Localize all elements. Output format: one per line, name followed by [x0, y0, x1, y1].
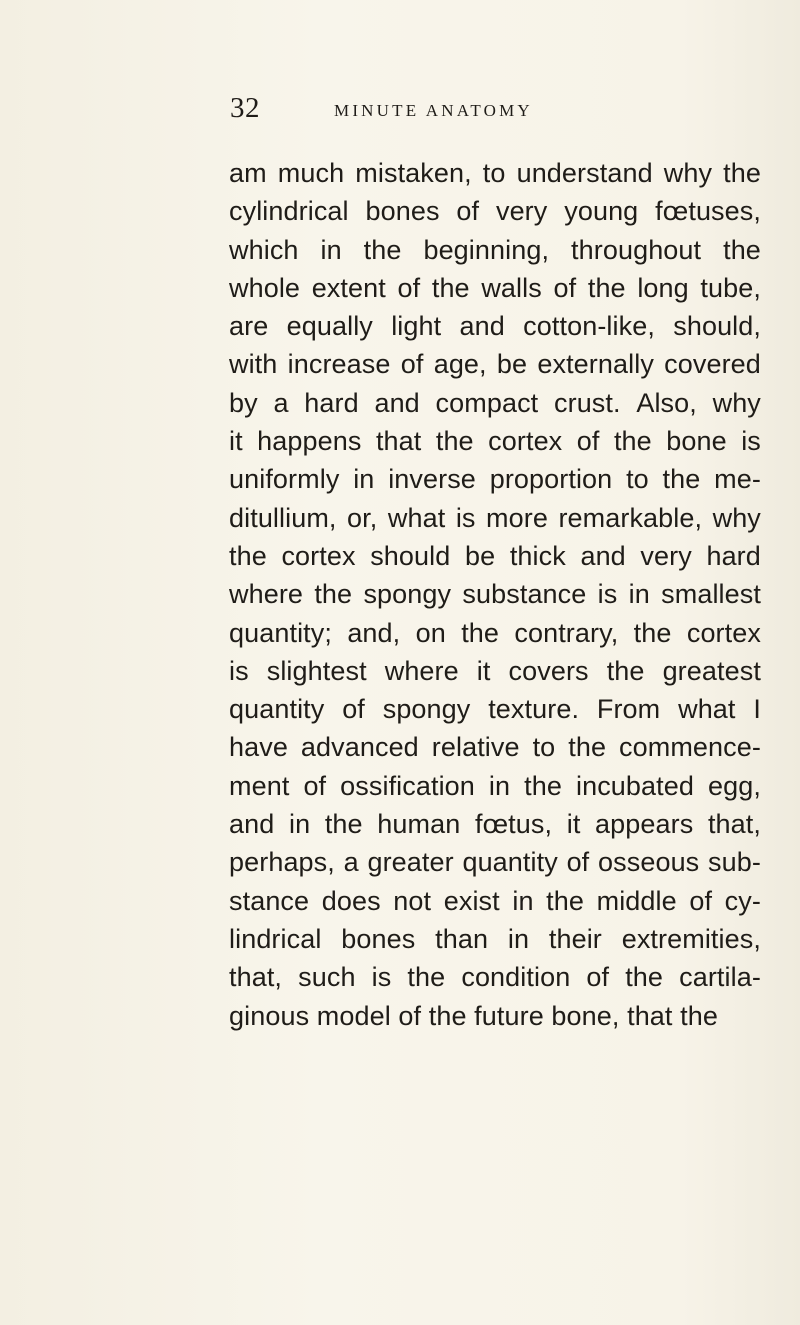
word: osseous: [598, 847, 700, 878]
text-line: [229, 347, 761, 385]
word: increase: [287, 349, 391, 380]
word: I: [753, 694, 761, 725]
word: are: [229, 311, 269, 342]
word: is: [371, 962, 392, 993]
word: equally: [286, 311, 373, 342]
word: bone: [666, 426, 727, 457]
word: the: [587, 272, 626, 303]
word: should: [370, 540, 451, 571]
word: cotton-like,: [523, 311, 655, 342]
page-number: 32: [230, 92, 260, 124]
text-line: [229, 156, 761, 194]
word: than: [435, 923, 489, 954]
word: quantity: [462, 847, 558, 878]
word: the: [435, 426, 474, 457]
word: proportion: [489, 464, 613, 495]
word: what: [387, 502, 446, 533]
word: quantity: [229, 694, 325, 725]
word: cortex: [488, 426, 563, 457]
word: perhaps,: [229, 847, 335, 878]
word: the: [524, 770, 562, 801]
word: me-: [714, 464, 761, 495]
text-line: [229, 424, 761, 462]
word: the: [723, 234, 761, 265]
word: light: [391, 311, 442, 342]
word: and: [459, 311, 505, 342]
word: the: [461, 617, 500, 648]
word: of: [398, 1000, 429, 1031]
word: and: [374, 387, 420, 418]
word: future: [474, 1000, 552, 1031]
word: the: [428, 1000, 475, 1031]
word: of: [400, 349, 424, 380]
text-line: [229, 692, 761, 730]
word: commence-: [619, 732, 761, 763]
text-line: [229, 194, 761, 232]
word: and: [229, 809, 275, 840]
word: thick: [509, 540, 566, 571]
word: extent: [311, 272, 386, 303]
word: compact: [435, 387, 539, 418]
word: much: [277, 158, 345, 188]
word: is: [741, 426, 761, 457]
word: in: [320, 234, 342, 265]
word: age,: [433, 349, 487, 380]
word: ossification: [340, 770, 475, 801]
word: does: [321, 885, 381, 916]
text-line: [229, 309, 761, 347]
word: model: [316, 1000, 399, 1031]
text-line: [229, 845, 761, 883]
word: of: [342, 694, 365, 725]
word: incubated: [575, 770, 694, 801]
word: of: [553, 272, 577, 303]
text-line: [229, 271, 761, 309]
word: bones: [341, 923, 416, 954]
word: that,: [229, 962, 283, 993]
word: is: [597, 579, 618, 610]
word: extremities,: [621, 923, 761, 954]
word: lindrical: [229, 923, 322, 954]
word: and,: [347, 617, 401, 648]
word: smallest: [661, 579, 761, 610]
word: is: [455, 502, 476, 533]
word: externally: [537, 349, 654, 380]
word: to: [482, 158, 506, 188]
word: greatest: [662, 655, 761, 686]
text-line: [229, 769, 761, 807]
word: bones: [365, 196, 440, 227]
word: sub-: [708, 847, 761, 878]
text-line: [229, 654, 761, 692]
word: crust.: [554, 387, 621, 418]
word: in: [288, 809, 311, 840]
word: the: [662, 464, 701, 495]
word: where: [229, 579, 304, 610]
word: tube,: [700, 272, 761, 303]
word: to: [626, 464, 649, 495]
word: be: [496, 349, 528, 380]
word: is: [229, 655, 249, 686]
word: very: [640, 540, 692, 571]
text-line: [229, 462, 761, 500]
word: of: [689, 885, 713, 916]
word: in: [512, 885, 534, 916]
word: have: [229, 732, 288, 763]
word: why: [712, 387, 761, 418]
word: what: [678, 694, 736, 725]
word: of: [576, 426, 600, 457]
word: or,: [347, 502, 378, 533]
word: of: [566, 847, 590, 878]
text-line: [229, 807, 761, 845]
word: fœtus,: [474, 809, 553, 840]
word: cy-: [724, 885, 761, 916]
word: beginning,: [423, 234, 550, 265]
word: walls: [481, 272, 542, 303]
word: appears: [595, 809, 694, 840]
word: exist: [443, 885, 500, 916]
word: the: [625, 962, 664, 993]
word: fœtuses,: [655, 196, 761, 227]
word: advanced: [300, 732, 419, 763]
word: it: [566, 809, 581, 840]
word: hard: [304, 387, 359, 418]
word: of: [397, 272, 421, 303]
word: of: [456, 196, 480, 227]
word: covered: [664, 349, 761, 380]
word: cortex: [686, 617, 761, 648]
word: spongy: [363, 579, 452, 610]
word: it: [476, 655, 491, 686]
word: the: [568, 732, 607, 763]
text-line: [229, 501, 761, 539]
word: which: [229, 234, 299, 265]
word: why: [712, 502, 761, 533]
word: of: [303, 770, 327, 801]
text-line: [229, 884, 761, 922]
word: with: [229, 349, 278, 380]
word: uniformly: [229, 464, 340, 495]
body-text: [229, 156, 761, 1037]
word: that,: [707, 809, 761, 840]
text-line: [229, 730, 761, 768]
word: very: [495, 196, 548, 227]
word: their: [548, 923, 602, 954]
word: bone,: [551, 1000, 628, 1031]
word: spongy: [382, 694, 471, 725]
word: why: [663, 158, 713, 188]
word: contrary,: [514, 617, 619, 648]
word: cylindrical: [229, 196, 349, 227]
word: the: [229, 540, 267, 571]
word: in: [507, 923, 530, 954]
word: relative: [431, 732, 520, 763]
word: the: [633, 617, 672, 648]
word: on: [415, 617, 446, 648]
word: be: [464, 540, 496, 571]
word: inverse: [388, 464, 476, 495]
word: hard: [706, 540, 761, 571]
word: more: [486, 502, 548, 533]
word: slightest: [266, 655, 367, 686]
text-line: [229, 960, 761, 998]
word: the: [363, 234, 402, 265]
word: ginous: [229, 1000, 317, 1031]
text-line: [229, 922, 761, 960]
word: the: [680, 1000, 718, 1031]
word: that: [375, 426, 422, 457]
word: quantity;: [229, 617, 332, 648]
word: substance: [462, 579, 587, 610]
word: am: [229, 158, 267, 188]
word: the: [324, 809, 363, 840]
text-line: [229, 539, 761, 577]
word: texture.: [488, 694, 580, 725]
word: egg,: [707, 770, 761, 801]
word: the: [723, 158, 761, 188]
page-header: [230, 92, 650, 132]
word: the: [606, 655, 645, 686]
word: in: [628, 579, 650, 610]
word: by: [229, 387, 258, 418]
word: where: [384, 655, 459, 686]
word: whole: [229, 272, 301, 303]
word: young: [564, 196, 639, 227]
word: that: [627, 1000, 681, 1031]
text-line: [229, 233, 761, 271]
word: a: [273, 387, 289, 418]
word: the: [314, 579, 353, 610]
word: long: [637, 272, 689, 303]
word: the: [546, 885, 585, 916]
text-line: [229, 616, 761, 654]
word: a: [343, 847, 359, 878]
word: remarkable,: [558, 502, 703, 533]
running-head: MINUTE ANATOMY: [334, 101, 533, 120]
word: greater: [367, 847, 454, 878]
word: not: [393, 885, 432, 916]
word: Also,: [636, 387, 697, 418]
word: should,: [673, 311, 761, 342]
word: cartila-: [679, 962, 761, 993]
word: stance: [229, 885, 310, 916]
word: cortex: [281, 540, 356, 571]
word: From: [596, 694, 661, 725]
word: the: [407, 962, 446, 993]
word: in: [353, 464, 375, 495]
text-line: [229, 386, 761, 424]
word: throughout: [571, 234, 702, 265]
word: the: [613, 426, 652, 457]
word: happens: [257, 426, 362, 457]
word: it: [229, 426, 243, 457]
word: ditullium,: [229, 502, 337, 533]
word: to: [532, 732, 556, 763]
word: and: [580, 540, 626, 571]
word: such: [298, 962, 356, 993]
word: the: [431, 272, 470, 303]
word: in: [488, 770, 511, 801]
word: human: [377, 809, 461, 840]
word: covers: [508, 655, 589, 686]
word: of: [586, 962, 610, 993]
text-line: [229, 577, 761, 615]
word: middle: [596, 885, 677, 916]
word: mistaken,: [355, 158, 472, 188]
word: understand: [516, 158, 653, 188]
word: ment: [229, 770, 290, 801]
text-line: [229, 999, 761, 1037]
word: condition: [461, 962, 571, 993]
